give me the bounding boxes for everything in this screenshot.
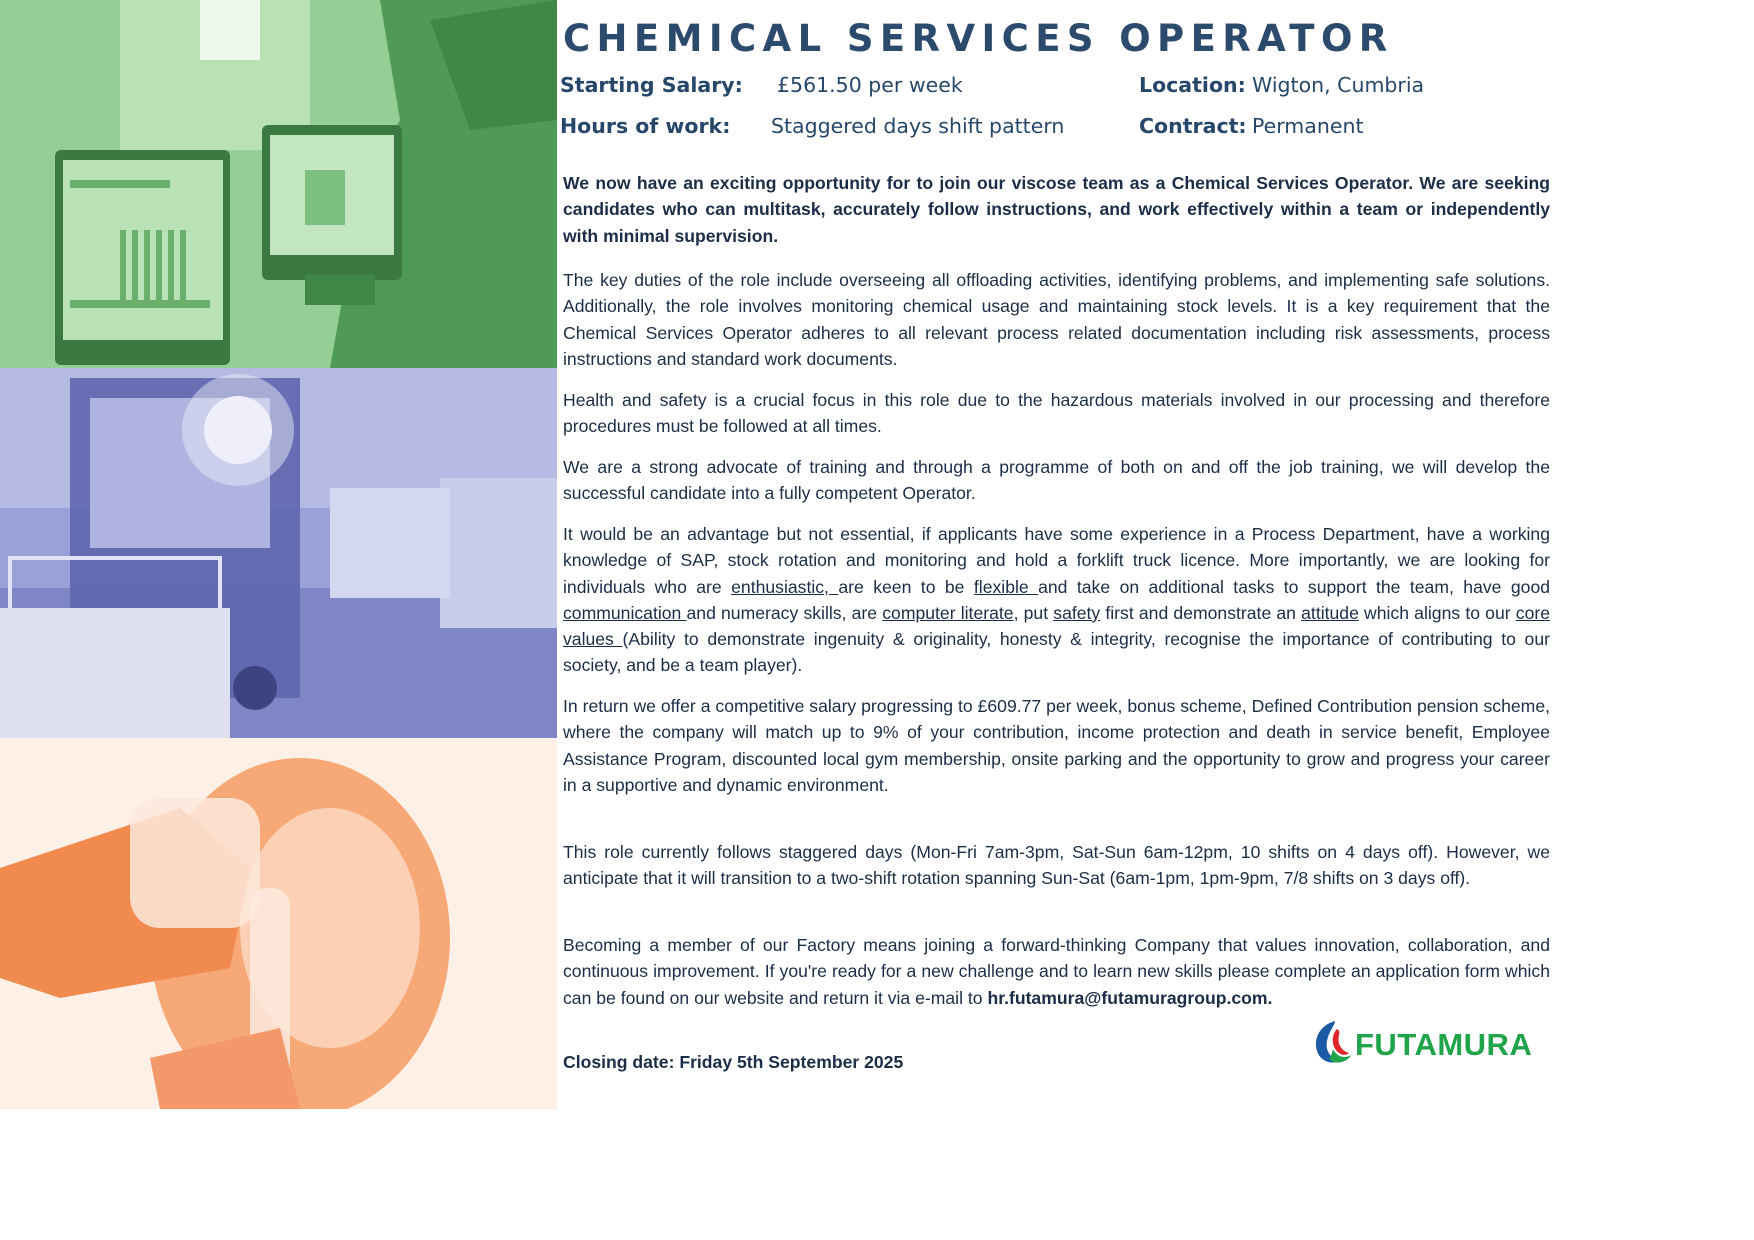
intro-paragraph: We now have an exciting opportunity for to join our viscose team as a Chemical Services Operator. We are seeking candidates who can multitask, accurately follow instructions, and work effectively within a team or independently with minimal supervision. xyxy=(563,173,1550,246)
forklift-photo xyxy=(0,368,557,738)
futamura-logo-text: FUTAMURA xyxy=(1355,1027,1533,1062)
control-room-photo xyxy=(0,0,557,368)
keyword-enthusiastic: enthusiastic, xyxy=(731,576,839,597)
keyword-computer-literate: computer literate xyxy=(882,602,1014,623)
job-title: CHEMICAL SERVICES OPERATOR xyxy=(563,17,1394,60)
closing-date: Closing date: Friday 5th September 2025 xyxy=(563,1052,904,1072)
keyword-core-values: core values xyxy=(563,602,1551,650)
benefits-paragraph: In return we offer a competitive salary progressing to £609.77 per week, bonus scheme, Defined Contribution pension scheme, where the company will match up to 9% of your contribution, income protection and death in service benefit, Employee Assistance Program, discounted local gym membership, onsite parking and the opportunity to grow and progress your career in a supportive and dynamic environment. xyxy=(563,696,1550,795)
location-value: Wigton, Cumbria xyxy=(1252,73,1425,97)
safety-paragraph: Health and safety is a crucial focus in this role due to the hazardous materials involved in our processing and therefore procedures must be followed at all times. xyxy=(563,390,1550,437)
contract-label: Contract: xyxy=(1139,114,1247,138)
location-label: Location: xyxy=(1139,73,1246,97)
keyword-communication: communication xyxy=(563,602,687,623)
application-email[interactable]: hr.futamura@futamuragroup.com. xyxy=(987,987,1273,1008)
lab-technician-photo xyxy=(0,738,557,1109)
futamura-logo xyxy=(1311,1019,1533,1065)
hours-label: Hours of work: xyxy=(560,114,731,138)
keyword-attitude: attitude xyxy=(1301,602,1359,623)
photo-column xyxy=(0,0,557,1109)
advantage-paragraph: It would be an advantage but not essential, if applicants have some experience in a Process Department, have a working knowledge of SAP, stock rotation and monitoring and hold a forklift truck licence. More importantly, we are looking for individuals who are enthusiastic, are keen to be flexible and take on additional tasks to support the team, have good communication and numeracy skills, are computer literate, put safety first and demonstrate an attitude which aligns to our core values (Ability to demonstrate ingenuity & originality, honesty & integrity, recognise the importance of contributing to our society, and be a team player). xyxy=(563,524,1551,676)
training-paragraph: We are a strong advocate of training and through a programme of both on and off the job training, we will develop the successful candidate into a fully competent Operator. xyxy=(563,457,1550,504)
contract-value: Permanent xyxy=(1252,114,1364,138)
keyword-safety: safety xyxy=(1053,602,1101,623)
salary-label: Starting Salary: xyxy=(560,73,743,97)
shifts-paragraph: This role currently follows staggered days (Mon-Fri 7am-3pm, Sat-Sun 6am-12pm, 10 shifts on 4 days off). However, we anticipate that it will transition to a two-shift rotation spanning Sun-Sat (6am-1pm, 1pm-9pm, 7/8 shifts on 3 days off). xyxy=(563,842,1550,889)
hours-value: Staggered days shift pattern xyxy=(771,114,1065,138)
keyword-flexible: flexible xyxy=(973,576,1039,597)
duties-paragraph: The key duties of the role include overseeing all offloading activities, identifying problems, and implementing safe solutions. Additionally, the role involves monitoring chemical usage and maintaining stock levels. It is a key requirement that the Chemical Services Operator adheres to all relevant process related documentation including risk assessments, process instructions and standard work documents. xyxy=(563,270,1550,369)
apply-paragraph: Becoming a member of our Factory means joining a forward-thinking Company that values innovation, collaboration, and continuous improvement. If you're ready for a new challenge and to learn new skills please complete an application form which can be found on our website and return it via e-mail to hr.futamura@futamuragroup.com. xyxy=(563,935,1550,1008)
futamura-logo-mark xyxy=(1311,1019,1355,1065)
salary-value: £561.50 per week xyxy=(777,73,963,97)
